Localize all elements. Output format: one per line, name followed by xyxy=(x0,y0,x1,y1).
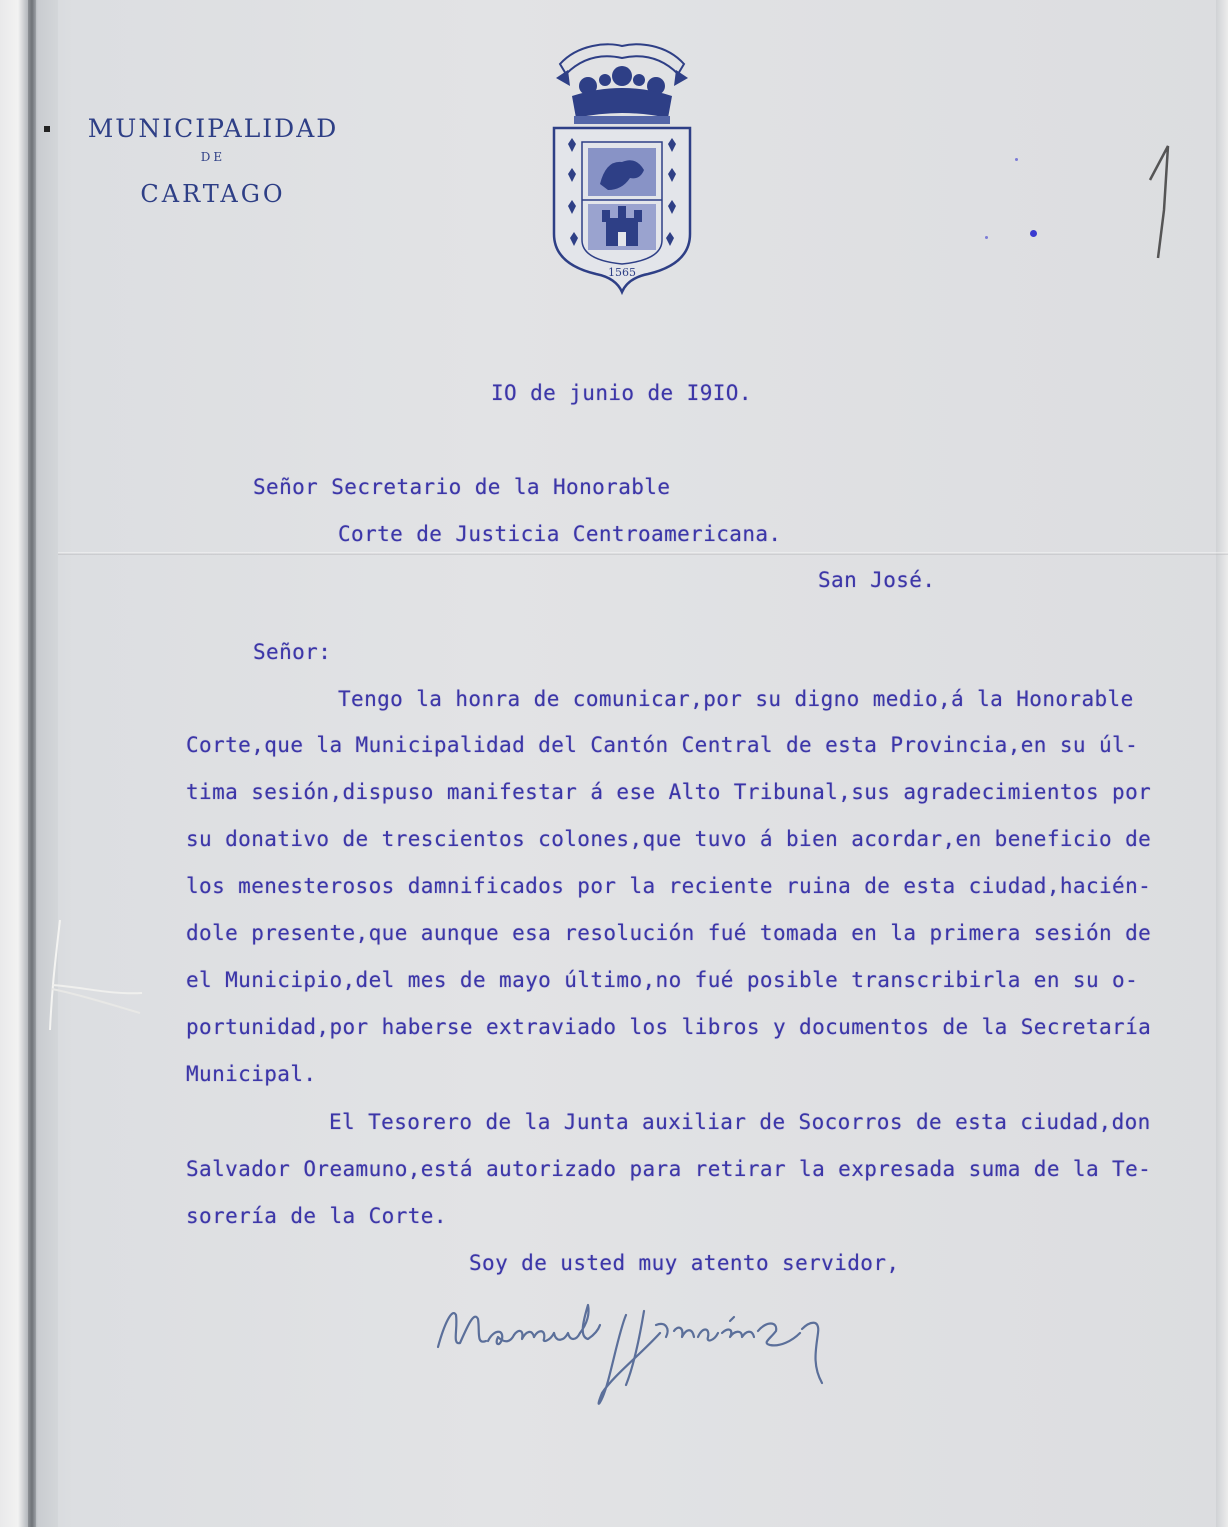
body-line: dole presente,que aunque esa resolución fué tomada en la primera sesión de xyxy=(186,921,1152,945)
salutation: Señor: xyxy=(253,640,332,664)
ink-dot xyxy=(1015,158,1018,161)
binding-strip xyxy=(28,0,36,1527)
letterhead-line-2: DE xyxy=(200,150,226,164)
body-line: Tengo la honra de comunicar,por su digno medio,á la Honorable xyxy=(338,687,1134,711)
letterhead-line-1: MUNICIPALIDAD xyxy=(87,114,339,143)
crest-year: 1565 xyxy=(608,266,636,279)
body-line: el Municipio,del mes de mayo último,no fué posible transcribirla en su o- xyxy=(186,968,1139,992)
body-line: portunidad,por haberse extraviado los libros y documentos de la Secretaría xyxy=(186,1015,1152,1039)
handwritten-signature xyxy=(430,1285,840,1420)
coat-of-arms-icon xyxy=(548,34,696,296)
ink-dot xyxy=(1030,230,1037,237)
paper-fold xyxy=(58,552,1228,555)
letter-date: IO de junio de I9IO. xyxy=(491,381,752,405)
body-line: su donativo de trescientos colones,que tuvo á bien acordar,en beneficio de xyxy=(186,827,1152,851)
body-line: Corte,que la Municipalidad del Cantón Central de esta Provincia,en su úl- xyxy=(186,733,1139,757)
body-line: los menesterosos damnificados por la reciente ruina de esta ciudad,hacién- xyxy=(186,874,1152,898)
body-line: tima sesión,dispuso manifestar á ese Alto Tribunal,sus agradecimientos por xyxy=(186,780,1152,804)
closing: Soy de usted muy atento servidor, xyxy=(469,1251,900,1275)
body-line: El Tesorero de la Junta auxiliar de Socorros de esta ciudad,don xyxy=(329,1110,1151,1134)
archive-number-mark xyxy=(1144,140,1184,260)
recipient-line-2: Corte de Justicia Centroamericana. xyxy=(338,522,782,546)
letterhead-line-3: CARTAGO xyxy=(140,180,286,208)
recipient-city: San José. xyxy=(818,568,936,592)
recipient-line-1: Señor Secretario de la Honorable xyxy=(253,475,671,499)
body-line: sorería de la Corte. xyxy=(186,1204,447,1228)
body-line: Municipal. xyxy=(186,1062,317,1086)
punch-mark xyxy=(44,126,50,132)
binding-thread xyxy=(42,915,152,1035)
body-line: Salvador Oreamuno,está autorizado para retirar la expresada suma de la Te- xyxy=(186,1157,1152,1181)
page-edge xyxy=(1216,0,1228,1527)
ink-dot xyxy=(985,236,988,239)
